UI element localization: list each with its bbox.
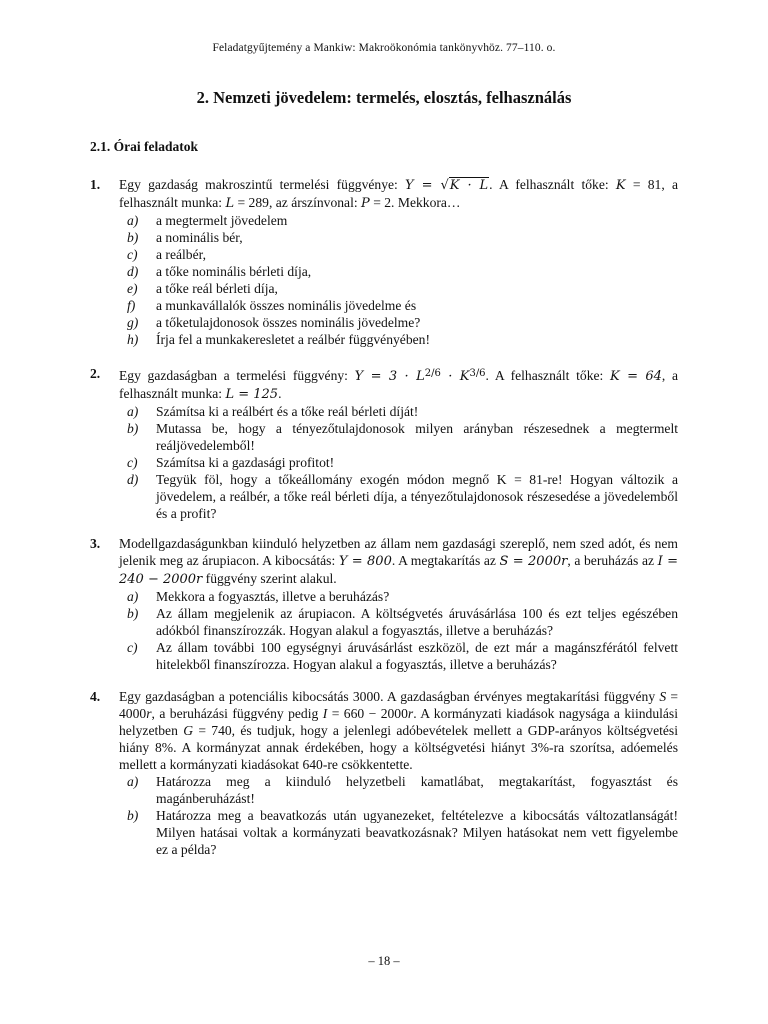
- problem-2: [90, 365, 678, 522]
- chapter-title: 2. Nemzeti jövedelem: termelés, elosztás, felhasználás: [196, 88, 572, 107]
- subquestion-label: b): [127, 230, 139, 245]
- subquestion-list: [119, 588, 678, 673]
- subquestion-text: Számítsa ki a reálbért és a tőke reál bérleti díját!: [156, 404, 419, 419]
- text-segment: . A kormányzati kiadások nagysága a kiindulási helyzetben: [119, 706, 678, 738]
- text-segment: = 4000: [119, 689, 678, 721]
- math-expression: · K: [440, 369, 470, 384]
- subquestion-text: a tőke nominális bérleti díja,: [156, 264, 312, 279]
- math-var: K: [615, 178, 626, 193]
- subquestion-list: [119, 403, 678, 522]
- problem-number: 1.: [90, 177, 101, 192]
- subquestion-text: a megtermelt jövedelem: [156, 213, 288, 228]
- subquestion-label: c): [127, 247, 138, 262]
- subquestion: [119, 403, 678, 420]
- problem-number: 3.: [90, 536, 101, 551]
- subquestion-label: c): [127, 640, 138, 655]
- problem-text: [119, 365, 678, 403]
- subquestion-label: a): [127, 774, 139, 789]
- text-segment: Egy gazdaságban a termelési függvény:: [119, 368, 355, 383]
- subquestion-text: a reálbér,: [156, 247, 207, 262]
- subquestion-text: a tőke reál bérleti díja,: [156, 281, 278, 296]
- subquestion-label: a): [127, 404, 139, 419]
- problem-text: [119, 176, 678, 212]
- subquestion-text: Írja fel a munkakeresletet a reálbér függvényében!: [156, 332, 430, 347]
- subquestion-label: d): [127, 264, 139, 279]
- math-var: r: [407, 706, 414, 721]
- subquestion-text: Az állam további 100 egységnyi áruvásárlást eszközöl, de ezt már a magánszférától felvett hitelekből finanszírozza. Hogyan alakul a fogyasztás, illetve a beruházás?: [156, 640, 678, 672]
- subquestion: [119, 314, 678, 331]
- subquestion: [119, 229, 678, 246]
- subquestion: [119, 639, 678, 673]
- subquestion: [119, 807, 678, 858]
- math-var: I: [322, 706, 328, 721]
- subquestion-label: h): [127, 332, 139, 347]
- problem-number: 4.: [90, 689, 101, 704]
- math-var: Y: [405, 178, 414, 193]
- problem-3: [90, 535, 678, 673]
- math-exponent: 3/6: [469, 368, 486, 379]
- subquestion: [119, 297, 678, 314]
- text-segment: = 740, és tudjuk, hogy a jelenlegi adóbevételek mellett a GDP-arányos költségvetési hiány 8%. A kormányzat annak érdekében, hogy a költségvetési hiányt 3%-ra szorítsa, adóemelés mellett a kormányzati kiadásokat 640-re csökkentette.: [119, 723, 678, 772]
- math-expression: I = 240 − 2000r: [119, 554, 678, 587]
- text-segment: . A megtakarítás az: [391, 553, 500, 568]
- math-expression: Y = 800: [338, 554, 392, 569]
- subquestion: [119, 263, 678, 280]
- subquestion: [119, 773, 678, 807]
- subquestion: [119, 605, 678, 639]
- text-segment: = 289, az árszínvonal:: [234, 195, 362, 210]
- subquestion-text: a nominális bér,: [156, 230, 243, 245]
- subquestion: [119, 420, 678, 454]
- subquestion-list: [119, 773, 678, 858]
- math-expression: Y = 3 · L: [354, 369, 425, 384]
- math-exponent: 2/6: [424, 368, 441, 379]
- math-expression: S = 2000r: [499, 554, 568, 569]
- subquestion-text: Mekkora a fogyasztás, illetve a beruházás?: [156, 589, 390, 604]
- text-segment: , a beruházás az: [567, 553, 658, 568]
- subquestion: [119, 471, 678, 522]
- text-segment: = 660 − 2000: [327, 706, 408, 721]
- subquestion-text: Mutassa be, hogy a tényezőtulajdonosok milyen arányban részesednek a megtermelt reáljövedelemből!: [156, 421, 678, 453]
- problem-text: [119, 535, 678, 588]
- text-segment: = 2. Mekkora…: [369, 195, 461, 210]
- subquestion-list: [119, 212, 678, 348]
- subquestion-label: d): [127, 472, 139, 487]
- subquestion-text: a tőketulajdonosok összes nominális jövedelme?: [156, 315, 421, 330]
- math-var: G: [183, 723, 194, 738]
- math-var: P: [361, 196, 370, 211]
- subquestion: [119, 454, 678, 471]
- math-var: L: [225, 196, 235, 211]
- subquestion-label: c): [127, 455, 138, 470]
- text-segment: . A felhasznált tőke:: [489, 177, 616, 192]
- text-segment: függvény szerint alakul.: [202, 571, 337, 586]
- text-segment: , a felhasznált munka:: [119, 368, 678, 401]
- text-segment: Egy gazdaság makroszintű termelési függvénye:: [119, 177, 406, 192]
- subquestion-text: Határozza meg a beavatkozás után ugyanezeket, feltételezve a kibocsátás változatlanságát! Milyen hatásai voltak a kormányzati beavatkozásnak? Milyen hatásokat nem vett figyelembe ez a példa?: [156, 808, 678, 857]
- page-number: – 18 –: [368, 954, 400, 968]
- math-expression: L = 125: [225, 387, 279, 402]
- subquestion-label: b): [127, 606, 139, 621]
- subquestion: [119, 280, 678, 297]
- problem-1: [90, 176, 678, 348]
- subquestion-label: g): [127, 315, 139, 330]
- math-expression: K = 64: [609, 369, 662, 384]
- subquestion-text: a munkavállalók összes nominális jövedelme és: [156, 298, 417, 313]
- sqrt-argument: K · L: [449, 178, 489, 193]
- subquestion: [119, 246, 678, 263]
- subquestion-text: Számítsa ki a gazdasági profitot!: [156, 455, 335, 470]
- subquestion-label: b): [127, 421, 139, 436]
- subquestion-text: Tegyük föl, hogy a tőkeállomány exogén módon megnő K = 81-re! Hogyan változik a jövedelem, a reálbér, a tőke reál bérleti díja, a tényezőtulajdonosok részesedése a jövedelemből és a profit?: [156, 472, 678, 521]
- subquestion-text: Határozza meg a kiinduló helyzetbeli kamatlábat, megtakarítást, fogyasztást és magánberuházást!: [156, 774, 678, 806]
- sqrt-sign: √: [440, 178, 449, 193]
- subquestion: [119, 212, 678, 229]
- subquestion-label: a): [127, 589, 139, 604]
- subquestion-label: e): [127, 281, 138, 296]
- math-op: =: [413, 178, 441, 193]
- running-head: Feladatgyűjtemény a Mankiw: Makroökonómia tankönyvhöz. 77–110. o.: [212, 42, 556, 54]
- subquestion-label: f): [127, 298, 136, 313]
- math-var: r: [146, 706, 152, 721]
- subquestion: [119, 588, 678, 605]
- section-heading: 2.1. Órai feladatok: [90, 139, 198, 154]
- text-segment: Egy gazdaságban a potenciális kibocsátás 3000. A gazdaságban érvényes megtakarítási függvény: [119, 689, 660, 704]
- subquestion-text: Az állam megjelenik az árupiacon. A költségvetés áruvásárlása 100 és ezt teljes egészében adókból finanszírozzák. Hogyan alakul a fogyasztás, illetve a beruházás?: [156, 606, 678, 638]
- subquestion-label: b): [127, 808, 139, 823]
- problem-number: 2.: [90, 366, 101, 381]
- text-segment: .: [278, 386, 282, 401]
- subquestion-label: a): [127, 213, 139, 228]
- text-segment: Modellgazdaságunkban kiinduló helyzetben az állam nem gazdasági szereplő, nem szed adót, és nem jelenik meg az árupiacon. A kibocsátás:: [119, 536, 678, 568]
- problem-text: [119, 688, 678, 773]
- text-segment: = 81, a felhasznált munka:: [119, 177, 678, 210]
- problem-4: [90, 688, 678, 858]
- math-var: S: [659, 689, 667, 704]
- subquestion: [119, 331, 678, 348]
- text-segment: . A felhasznált tőke:: [485, 368, 610, 383]
- text-segment: , a beruházási függvény pedig: [151, 706, 323, 721]
